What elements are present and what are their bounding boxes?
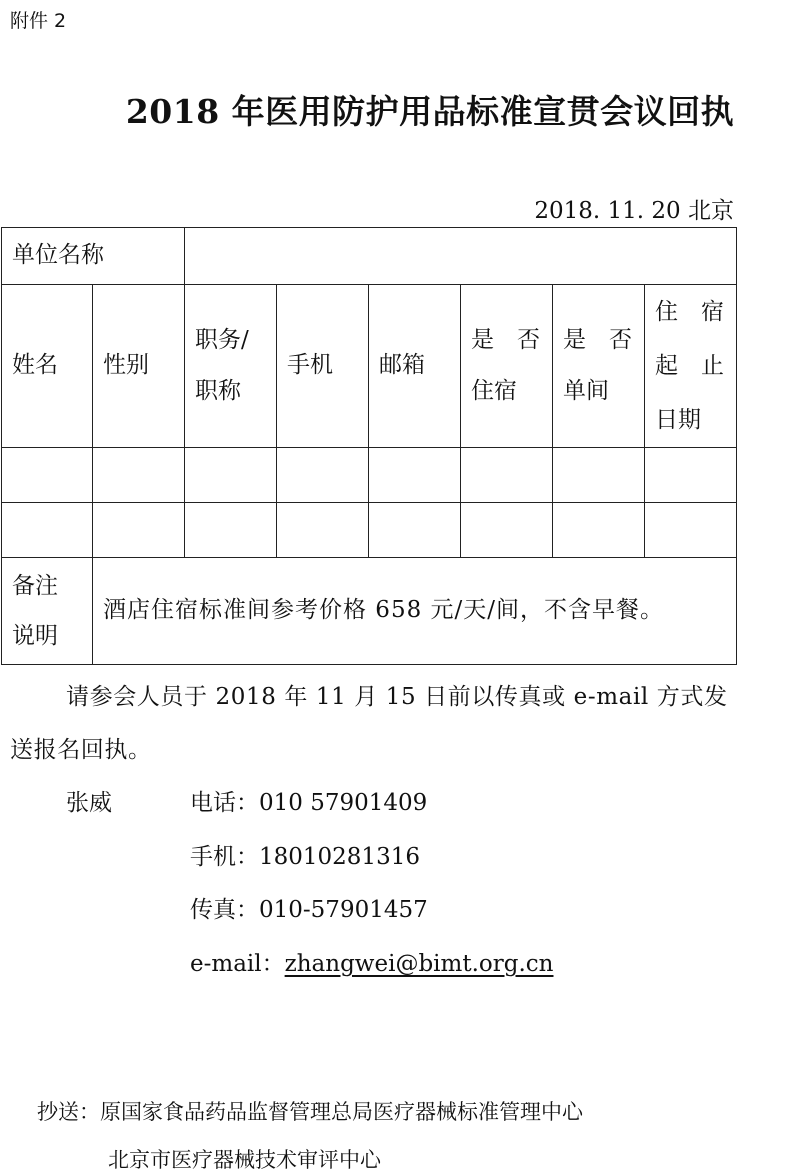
col-header-single-room: 是 否 单间	[553, 285, 645, 448]
col-header-mobile: 手机	[277, 285, 369, 448]
col-header-stay-dates: 住 宿 起 止 日期	[645, 285, 737, 448]
header-row	[2, 285, 737, 448]
tel-value: 010 57901409	[259, 790, 428, 816]
col-header-email: 邮箱	[369, 285, 461, 448]
table-cell[interactable]	[185, 503, 277, 558]
note-row	[2, 558, 737, 665]
col-header-gender: 性别	[93, 285, 185, 448]
table-cell[interactable]	[553, 448, 645, 503]
cc-recipient-2: 北京市医疗器械技术审评中心	[108, 1148, 381, 1172]
note-text: 酒店住宿标准间参考价格 658 元/天/间，不含早餐。	[93, 558, 737, 665]
table-cell[interactable]	[461, 503, 553, 558]
table-cell[interactable]	[645, 448, 737, 503]
unit-name-label: 单位名称	[2, 228, 185, 285]
fax-value: 010-57901457	[259, 897, 428, 923]
table-cell[interactable]	[185, 448, 277, 503]
document-title: 2018 年医用防护用品标准宣贯会议回执	[125, 92, 735, 131]
note-label: 备注 说明	[2, 558, 93, 665]
tel-label: 电话：	[190, 790, 259, 816]
instruction-line-1: 请参会人员于 2018 年 11 月 15 日前以传真或 e-mail 方式发	[66, 684, 728, 710]
table-cell[interactable]	[93, 503, 185, 558]
table-cell[interactable]	[277, 448, 369, 503]
fax-label: 传真：	[190, 897, 259, 923]
table-cell[interactable]	[2, 448, 93, 503]
unit-name-cell[interactable]	[185, 228, 737, 285]
contact-name: 张威	[66, 790, 112, 816]
col-header-title: 职务/ 职称	[185, 285, 277, 448]
email-label: e-mail：	[190, 951, 285, 977]
contact-mobile	[190, 838, 420, 871]
cc-recipient-1: 原国家食品药品监督管理总局医疗器械标准管理中心	[100, 1100, 583, 1124]
attachment-label: 附件 2	[10, 10, 67, 32]
cc-label: 抄送：	[37, 1100, 100, 1124]
mobile-label: 手机：	[190, 844, 259, 870]
registration-form-table	[1, 227, 737, 665]
table-row	[2, 448, 737, 503]
table-cell[interactable]	[553, 503, 645, 558]
cc-line-1	[37, 1096, 583, 1126]
table-cell[interactable]	[461, 448, 553, 503]
table-cell[interactable]	[277, 503, 369, 558]
col-header-lodging: 是 否 住宿	[461, 285, 553, 448]
contact-tel	[190, 784, 427, 817]
mobile-value: 18010281316	[259, 844, 420, 870]
email-link[interactable]: zhangwei@bimt.org.cn	[284, 951, 554, 977]
col-header-name: 姓名	[2, 285, 93, 448]
table-cell[interactable]	[645, 503, 737, 558]
unit-row	[2, 228, 737, 285]
contact-email	[190, 945, 553, 978]
table-cell[interactable]	[369, 448, 461, 503]
table-cell[interactable]	[2, 503, 93, 558]
date-place: 2018. 11. 20 北京	[534, 198, 734, 224]
instruction-line-2: 送报名回执。	[10, 737, 152, 763]
table-cell[interactable]	[369, 503, 461, 558]
table-row	[2, 503, 737, 558]
table-cell[interactable]	[93, 448, 185, 503]
contact-fax	[190, 891, 428, 924]
